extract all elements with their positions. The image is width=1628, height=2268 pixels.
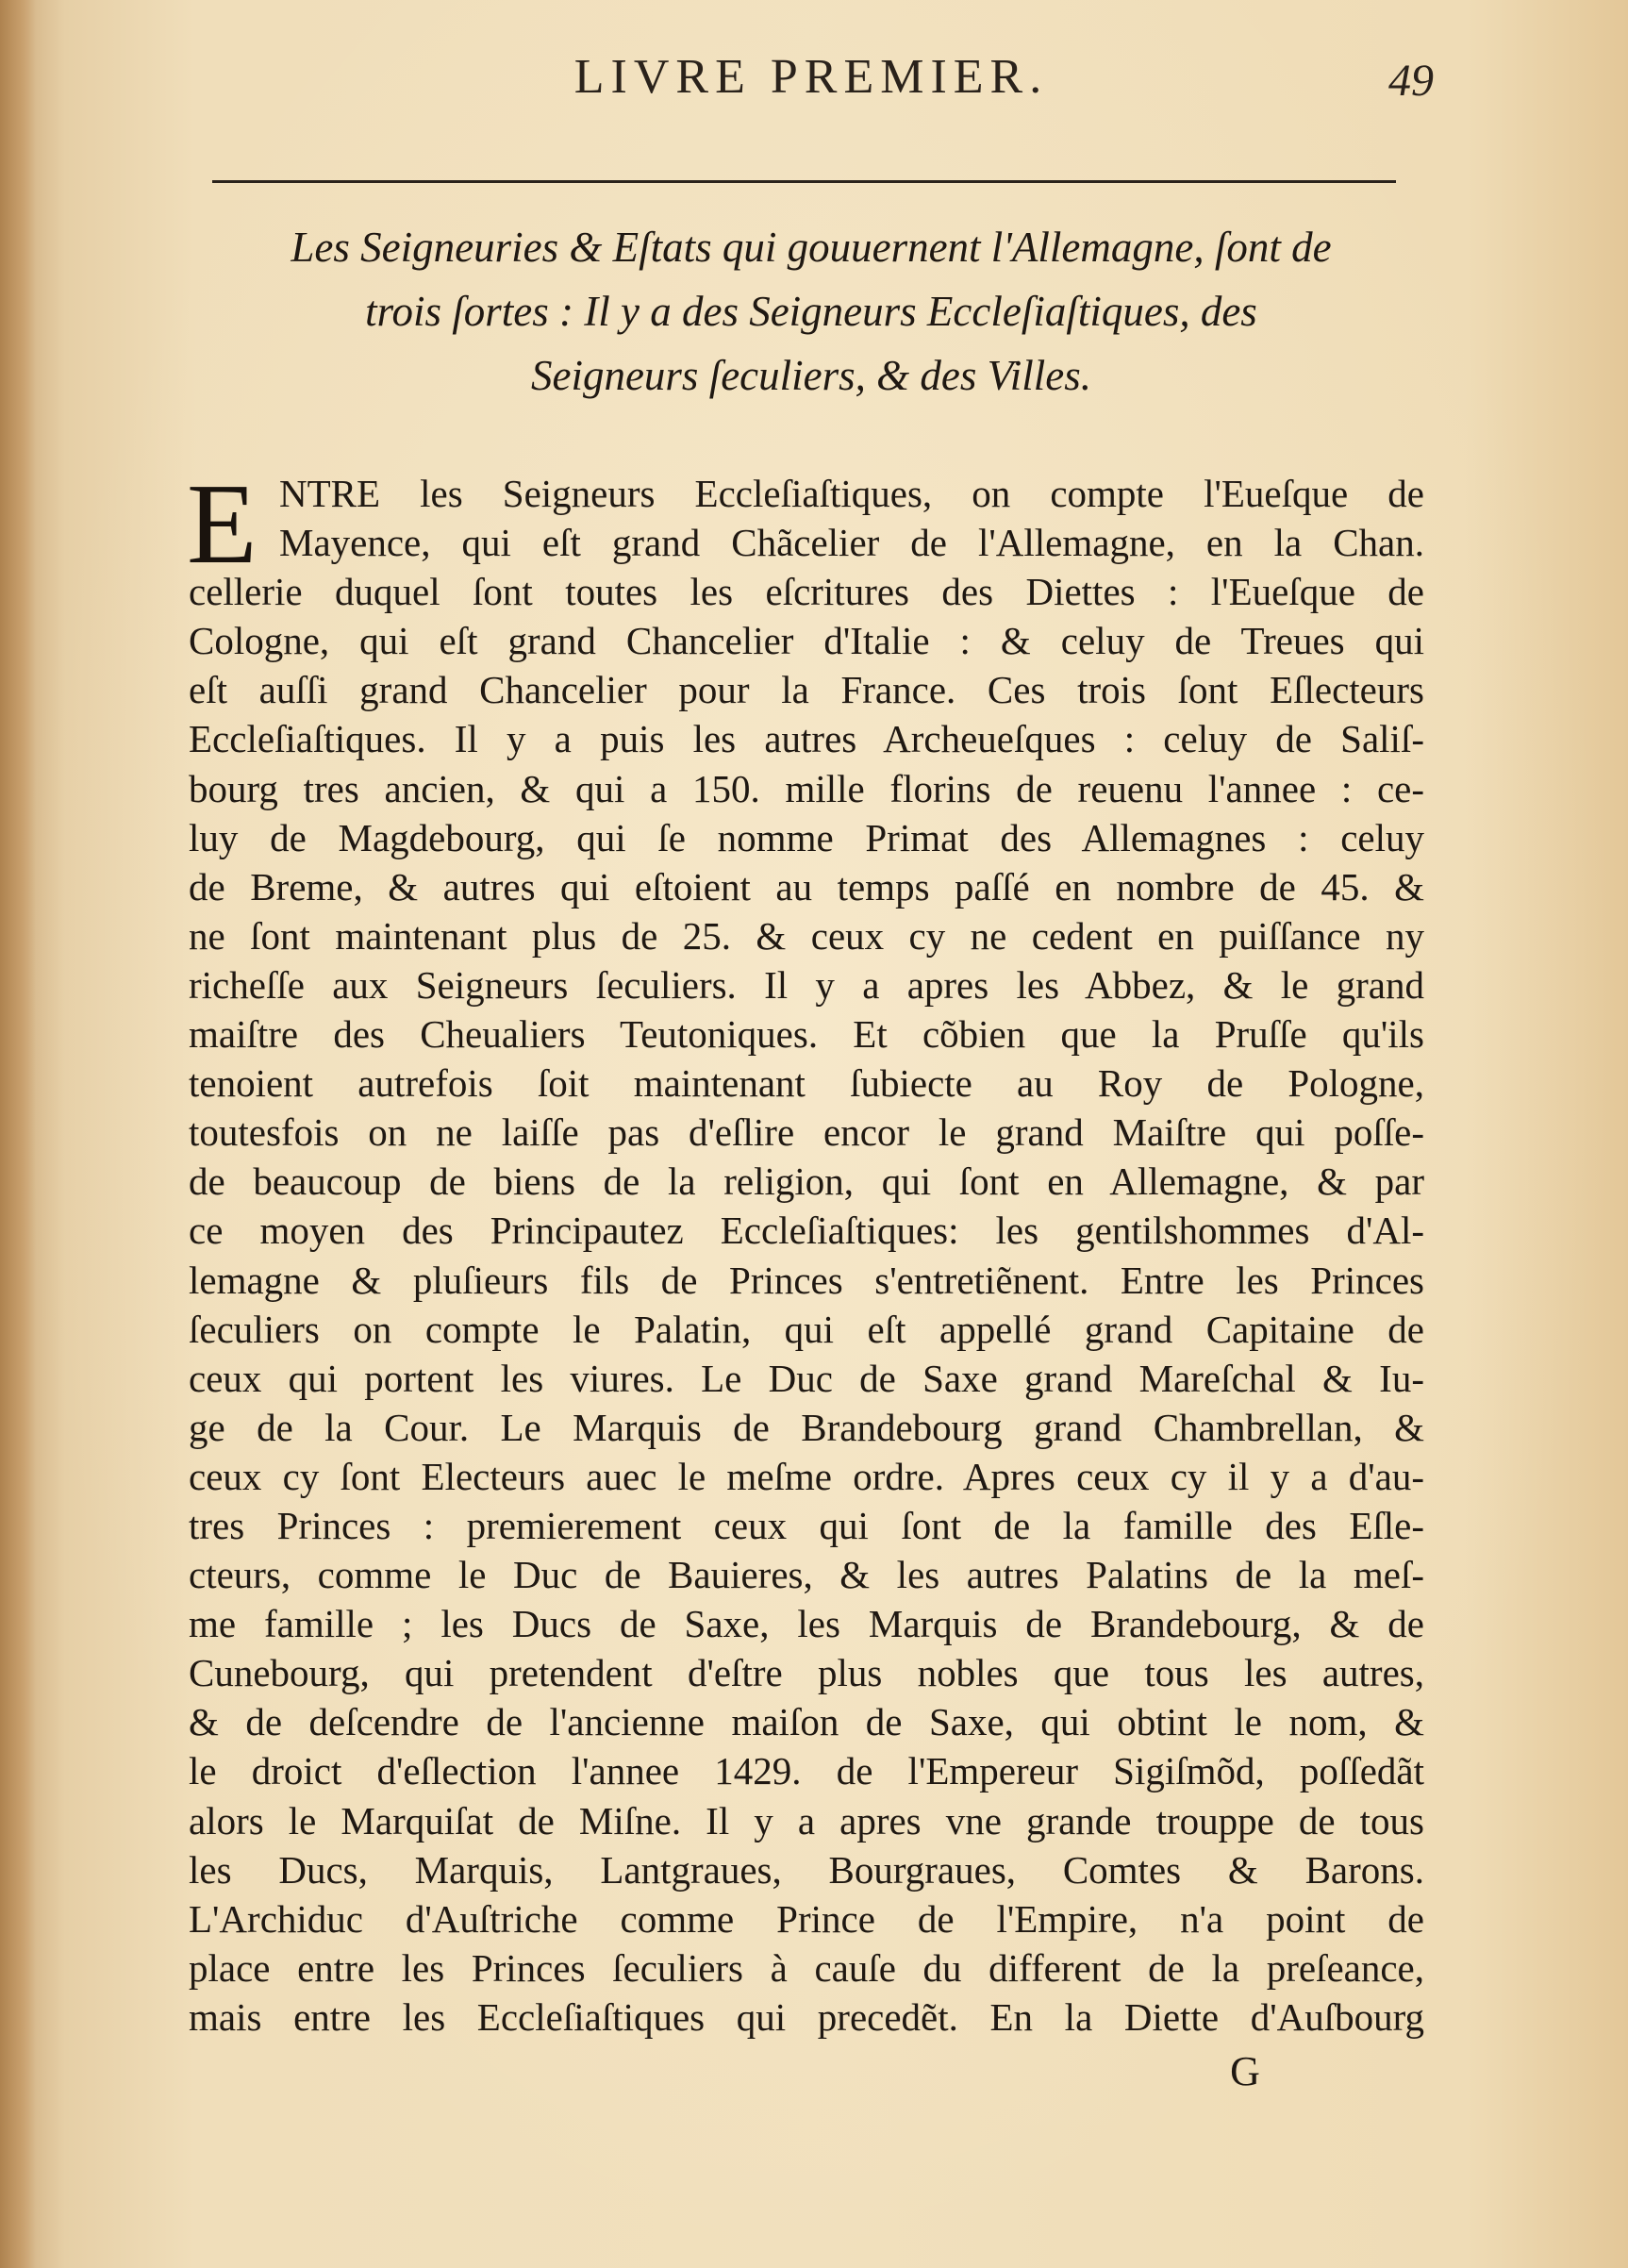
text-line: NTRE les Seigneurs Eccleſiaſtiques, on compte l'Eueſque de	[279, 472, 1424, 515]
text-line: toutesfois on ne laiſſe pas d'eſlire encor le grand Maiſtre qui poſſe-	[189, 1110, 1424, 1155]
drop-cap: E	[187, 460, 257, 588]
text-line: ceux qui portent les viures. Le Duc de Saxe grand Mareſchal & Iu-	[189, 1356, 1424, 1400]
text-line: Cologne, qui eſt grand Chancelier d'Italie : & celuy de Treues qui	[189, 619, 1424, 663]
text-line: lemagne & pluſieurs fils de Princes s'entretiẽnent. Entre les Princes	[189, 1258, 1424, 1302]
text-line: Eccleſiaſtiques. Il y a puis les autres Archeueſques : celuy de Saliſ-	[189, 717, 1424, 761]
text-line: tres Princes : premierement ceux qui ſont de la famille des Eſle-	[189, 1503, 1424, 1547]
text-line: place entre les Princes ſeculiers à cauſe du different de la preſeance,	[189, 1945, 1424, 1990]
heading-line: trois ſortes : Il y a des Seigneurs Eccleſiaſtiques, des	[365, 288, 1257, 335]
running-head: LIVRE PREMIER.	[573, 50, 1049, 104]
text-line: mais entre les Eccleſiaſtiques qui precedẽt. En la Diette d'Auſbourg	[189, 1994, 1424, 2039]
text-line: de Breme, & autres qui eſtoient au temps paſſé en nombre de 45. &	[189, 864, 1424, 909]
text-line: bourg tres ancien, & qui a 150. mille florins de reuenu l'annee : ce-	[189, 766, 1424, 810]
text-line: maiſtre des Cheualiers Teutoniques. Et cõbien que la Pruſſe qu'ils	[189, 1012, 1424, 1057]
text-line: Cunebourg, qui pretendent d'eſtre plus nobles que tous les autres,	[189, 1651, 1424, 1695]
text-line: ce moyen des Principautez Eccleſiaſtiques: les gentilshommes d'Al-	[189, 1209, 1424, 1253]
text-line: richeſſe aux Seigneurs ſeculiers. Il y a apres les Abbez, & le grand	[189, 962, 1424, 1007]
header-rule	[212, 180, 1396, 183]
text-line: ne ſont maintenant plus de 25. & ceux cy ne cedent en puiſſance ny	[189, 913, 1424, 958]
text-line: & de deſcendre de l'ancienne maiſon de Saxe, qui obtint le nom, &	[189, 1700, 1424, 1744]
text-line: eſt auſſi grand Chancelier pour la France. Ces trois ſont Eſlecteurs	[189, 668, 1424, 712]
page-binding-edge	[0, 0, 36, 2268]
page-number: 49	[1388, 56, 1434, 106]
body-text	[187, 460, 1424, 2042]
text-line: Mayence, qui eſt grand Chãcelier de l'Allemagne, en la Chan.	[279, 521, 1424, 565]
text-line: tenoient autrefois ſoit maintenant ſubiecte au Roy de Pologne,	[189, 1061, 1424, 1106]
text-line: les Ducs, Marquis, Lantgraues, Bourgraues, Comtes & Barons.	[189, 1847, 1424, 1892]
text-line: le droict d'eſlection l'annee 1429. de l'Empereur Sigiſmõd, poſſedãt	[189, 1749, 1424, 1793]
heading-line: Les Seigneuries & Eſtats qui gouuernent l'Allemagne, ſont de	[291, 224, 1332, 271]
catchword: G	[1230, 2048, 1260, 2094]
heading-line: Seigneurs ſeculiers, & des Villes.	[530, 352, 1092, 399]
text-line: luy de Magdebourg, qui ſe nomme Primat des Allemagnes : celuy	[189, 815, 1424, 859]
text-line: de beaucoup de biens de la religion, qui ſont en Allemagne, & par	[189, 1159, 1424, 1204]
text-line: me famille ; les Ducs de Saxe, les Marquis de Brandebourg, & de	[189, 1602, 1424, 1646]
text-line: alors le Marquiſat de Miſne. Il y a apres vne grande trouppe de tous	[189, 1798, 1424, 1843]
text-line: ge de la Cour. Le Marquis de Brandebourg grand Chambrellan, &	[189, 1405, 1424, 1449]
text-line: L'Archiduc d'Auſtriche comme Prince de l'Empire, n'a point de	[189, 1896, 1424, 1941]
text-line: ceux cy ſont Electeurs auec le meſme ordre. Apres ceux cy il y a d'au-	[189, 1454, 1424, 1498]
text-line: cellerie duquel ſont toutes les eſcritures des Diettes : l'Eueſque de	[189, 570, 1424, 614]
text-line: cteurs, comme le Duc de Bauieres, & les autres Palatins de la meſ-	[189, 1553, 1424, 1597]
text-line: ſeculiers on compte le Palatin, qui eſt appellé grand Capitaine de	[189, 1307, 1424, 1351]
chapter-heading	[179, 215, 1443, 408]
